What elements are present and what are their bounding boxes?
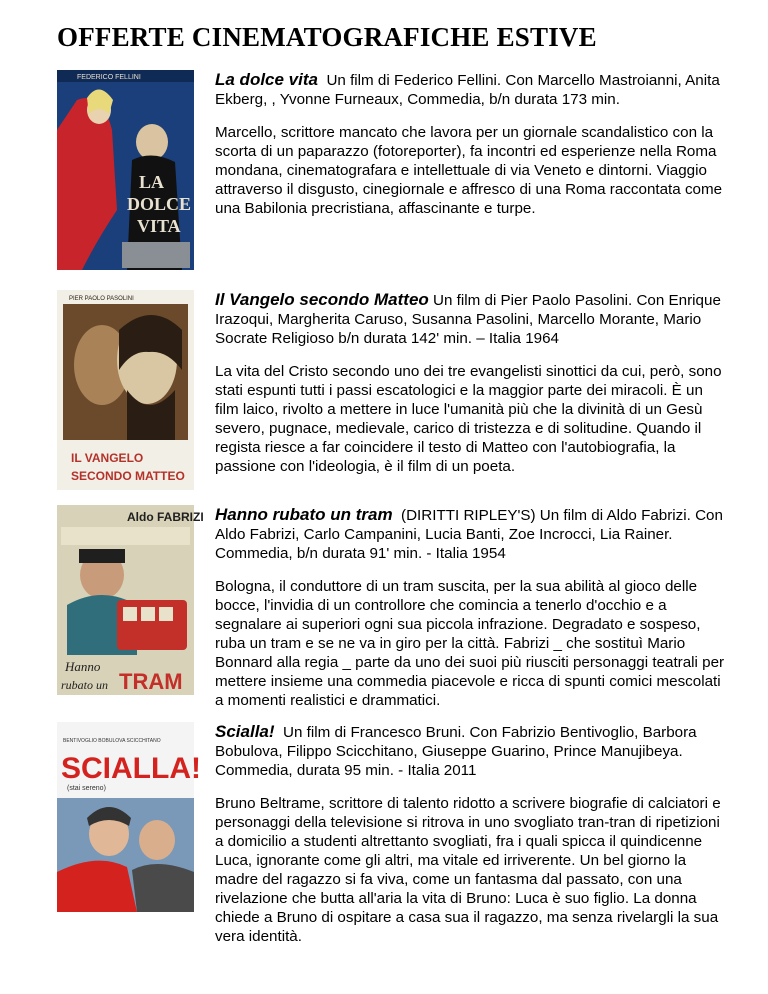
poster-main-text: IL VANGELO <box>71 451 144 465</box>
poster-top-text: FEDERICO FELLINI <box>77 74 141 81</box>
movie-poster <box>57 722 201 912</box>
movie-info: Un film di Federico Fellini. Con Marcello Mastroianni, Anita Ekberg, , Yvonne Furneaux, Commedia, b/n durata 173 min. <box>215 72 720 108</box>
movie-poster <box>57 290 194 490</box>
movie-text <box>215 70 725 218</box>
movie-info: (DIRITTI RIPLEY'S) Un film di Aldo Fabrizi. Con Aldo Fabrizi, Carlo Campanini, Lucia Banti, Zoe Incrocci, Lia Rainer. Commedia, b/n durata 91' min. - Italia 1954 <box>215 507 723 562</box>
poster-top-text: PIER PAOLO PASOLINI <box>69 296 134 302</box>
movie-header <box>215 505 725 563</box>
movie-entry-hanno-rubato-un-tram <box>57 505 725 709</box>
movie-entry-il-vangelo-secondo-matteo <box>57 290 722 490</box>
poster-top-text: Aldo FABRIZI <box>127 510 204 524</box>
movie-entry-la-dolce-vita <box>57 70 723 270</box>
movie-entry-scialla <box>57 722 721 945</box>
poster-sub-text: (stai sereno) <box>67 785 106 792</box>
poster-main-text: VITA <box>137 216 181 236</box>
movie-poster <box>57 505 204 695</box>
movie-text <box>215 290 725 476</box>
movie-description: Bruno Beltrame, scrittore di talento ridotto a scrivere biografie di calciatori e personaggi della televisione si ritrova in uno svogliato tran-tran di ripetizioni a domicilio a studenti altrettanto svogliati, fra i quali spicca il quindicenne Luca, ignorante come gli altri, ma vitale ed irriverente. Un bel giorno la madre del ragazzo si fa viva, come un fantasma dal passato, con una rivelazione che butta all'aria la vita di Bruno: Luca è suo figlio. La donna chiede a Bruno di ospitare a casa sua il ragazzo, ma senza rivelargli la sua vera identità. <box>215 795 721 945</box>
poster-main-text: SCIALLA! <box>61 752 201 785</box>
poster-la-dolce-vita-image <box>57 70 194 270</box>
movie-poster <box>57 70 194 270</box>
movie-description: Marcello, scrittore mancato che lavora per un giornale scandalistico con la scorta di un paparazzo (fotoreporter), fa incontri ed esperienze nella Roma mondana, cinematografara e intellettuale di via Veneto e dintorni. Viaggio attraverso il disgusto, cinegiornale e affresco di una Roma raccontata come una Babilonia precristiana, affascinante e turpe. <box>215 124 723 217</box>
movie-info: Un film di Pier Paolo Pasolini. Con Enrique Irazoqui, Margherita Caruso, Susanna Pasolini, Marcello Morante, Mario Socrate Religioso b/n durata 142' min. – Italia 1964 <box>215 292 721 347</box>
poster-main-text: Hanno <box>65 659 101 674</box>
poster-hanno-rubato-image <box>57 505 204 695</box>
poster-il-vangelo-image <box>57 290 194 490</box>
movie-title: Il Vangelo secondo Matteo <box>215 290 429 309</box>
poster-main-text: SECONDO MATTEO <box>71 469 185 483</box>
poster-scialla-image <box>57 722 201 912</box>
movie-header <box>215 290 725 348</box>
movie-title: La dolce vita <box>215 70 318 89</box>
poster-main-text: rubato un <box>61 678 109 692</box>
page-title: OFFERTE CINEMATOGRAFICHE ESTIVE <box>57 22 597 52</box>
poster-top-text: BENTIVOGLIO BOBULOVA SCICCHITANO <box>63 738 161 744</box>
poster-main-text: LA <box>139 172 165 192</box>
movie-description: Bologna, il conduttore di un tram suscita, per la sua abilità al gioco delle bocce, l'invidia di un controllore che comincia a tenerlo d'occhio e a segnalare ai superiori ogni sua piccola infrazione. Degradato e sospeso, ruba un tram e se ne va in giro per la città. Fabrizi _ che sostituì Mario Bonnard alla regia _ parte da uno dei suoi più riusciti personaggi teatrali per mettere insieme una commedia piacevole e ricca di spunti comici mescolati a momenti realistici e drammatici. <box>215 578 725 709</box>
movie-text <box>215 505 725 710</box>
movie-info: Un film di Francesco Bruni. Con Fabrizio Bentivoglio, Barbora Bobulova, Filippo Scicchitano, Giuseppe Guarino, Prince Manujibeya. Commedia, durata 95 min. - Italia 2011 <box>215 724 697 779</box>
movie-title: Scialla! <box>215 722 275 741</box>
movie-header <box>215 722 725 780</box>
movie-header <box>215 70 725 109</box>
movie-text <box>215 722 725 946</box>
movie-description: La vita del Cristo secondo uno dei tre evangelisti sinottici da cui, però, sono stati espunti tutti i passi escatologici e la maggior parte dei miracoli. È un film laico, rivolto a mettere in luce l'umanità più che la divinità di un Gesù severo, pugnace, medievale, carico di tristezza e di solitudine. Quando il regista riesce a far coincidere il testo di Matteo con l'autobiografia, la passione con l'ideologia, è il film di un poeta. <box>215 363 722 475</box>
poster-main-text: TRAM <box>119 669 183 694</box>
poster-main-text: DOLCE <box>127 194 192 214</box>
movie-title: Hanno rubato un tram <box>215 505 393 524</box>
